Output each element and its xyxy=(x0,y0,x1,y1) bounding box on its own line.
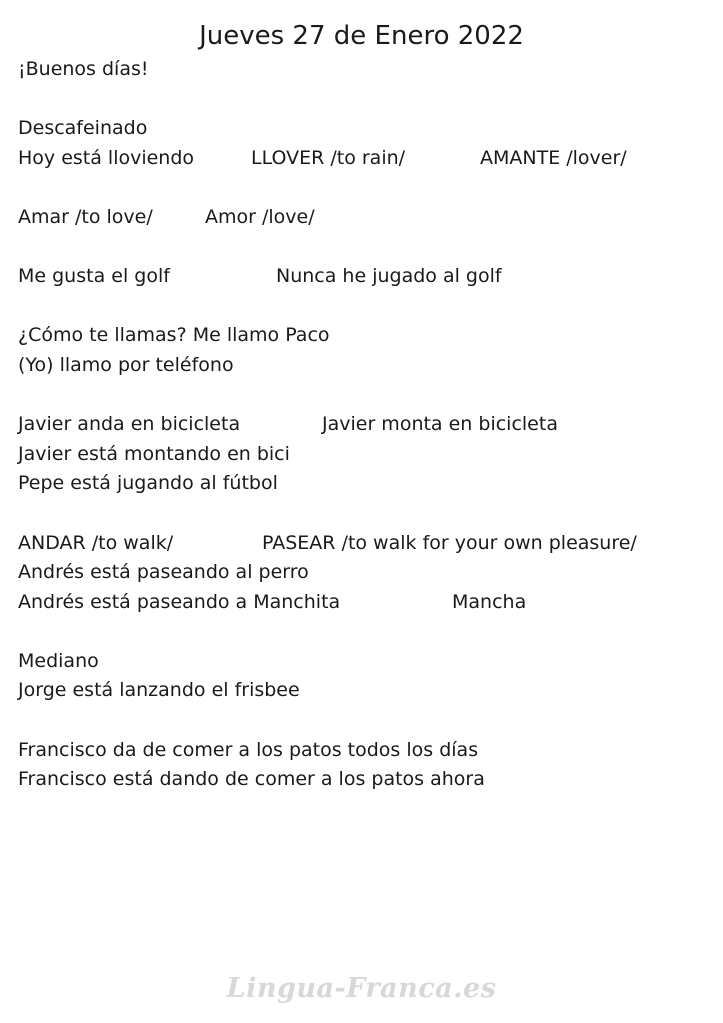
watermark-logo: Lingua-Franca.es xyxy=(226,973,497,1004)
text-segment: Andrés está paseando a Manchita xyxy=(18,590,341,613)
blank-line xyxy=(18,706,718,736)
text-segment: AMANTE /lover/ xyxy=(480,146,627,169)
text-segment: Mancha xyxy=(452,590,527,613)
text-segment: Javier monta en bicicleta xyxy=(322,413,558,436)
text-segment: Nunca he jugado al golf xyxy=(276,265,502,288)
text-segment: Amor /love/ xyxy=(205,205,315,228)
blank-line xyxy=(18,381,718,411)
document-title: Jueves 27 de Enero 2022 xyxy=(199,21,524,51)
text-segment: Me gusta el golf xyxy=(18,265,170,288)
text-segment: ANDAR /to walk/ xyxy=(18,531,174,554)
text-segment: PASEAR /to walk for your own pleasure/ xyxy=(262,531,637,554)
text-line xyxy=(18,440,718,470)
text-segment: Mediano xyxy=(18,649,99,672)
text-segment: Francisco da de comer a los patos todos los días xyxy=(18,738,479,761)
text-line xyxy=(18,55,718,85)
text-line xyxy=(18,647,718,677)
text-line xyxy=(18,469,718,499)
blank-line xyxy=(18,292,718,322)
text-segment: Jorge está lanzando el frisbee xyxy=(18,679,300,702)
text-line xyxy=(18,676,718,706)
blank-line xyxy=(18,85,718,115)
blank-line xyxy=(18,233,718,263)
text-segment: ¿Cómo te llamas? Me llamo Paco xyxy=(18,324,330,347)
text-segment: Francisco está dando de comer a los patos ahora xyxy=(18,768,485,791)
blank-line xyxy=(18,617,718,647)
text-line xyxy=(18,144,718,174)
blank-line xyxy=(18,173,718,203)
text-line xyxy=(18,765,718,795)
document-body xyxy=(18,55,718,795)
text-line xyxy=(18,558,718,588)
text-line xyxy=(18,588,718,618)
text-segment: Andrés está paseando al perro xyxy=(18,561,309,584)
text-line xyxy=(18,410,718,440)
text-segment: ¡Buenos días! xyxy=(18,58,149,80)
text-line xyxy=(18,203,718,233)
blank-line xyxy=(18,499,718,529)
text-line xyxy=(18,114,718,144)
text-line xyxy=(18,262,718,292)
text-line xyxy=(18,321,718,351)
text-segment: Hoy está lloviendo xyxy=(18,146,195,169)
text-segment: Descafeinado xyxy=(18,117,148,140)
text-line xyxy=(18,529,718,559)
text-segment: Javier está montando en bici xyxy=(18,442,290,465)
text-line xyxy=(18,736,718,766)
text-segment: LLOVER /to rain/ xyxy=(251,146,406,169)
text-segment: Pepe está jugando al fútbol xyxy=(18,472,278,495)
text-line xyxy=(18,351,718,381)
text-segment: (Yo) llamo por teléfono xyxy=(18,353,234,376)
text-segment: Javier anda en bicicleta xyxy=(18,413,241,436)
text-segment: Amar /to love/ xyxy=(18,205,153,228)
